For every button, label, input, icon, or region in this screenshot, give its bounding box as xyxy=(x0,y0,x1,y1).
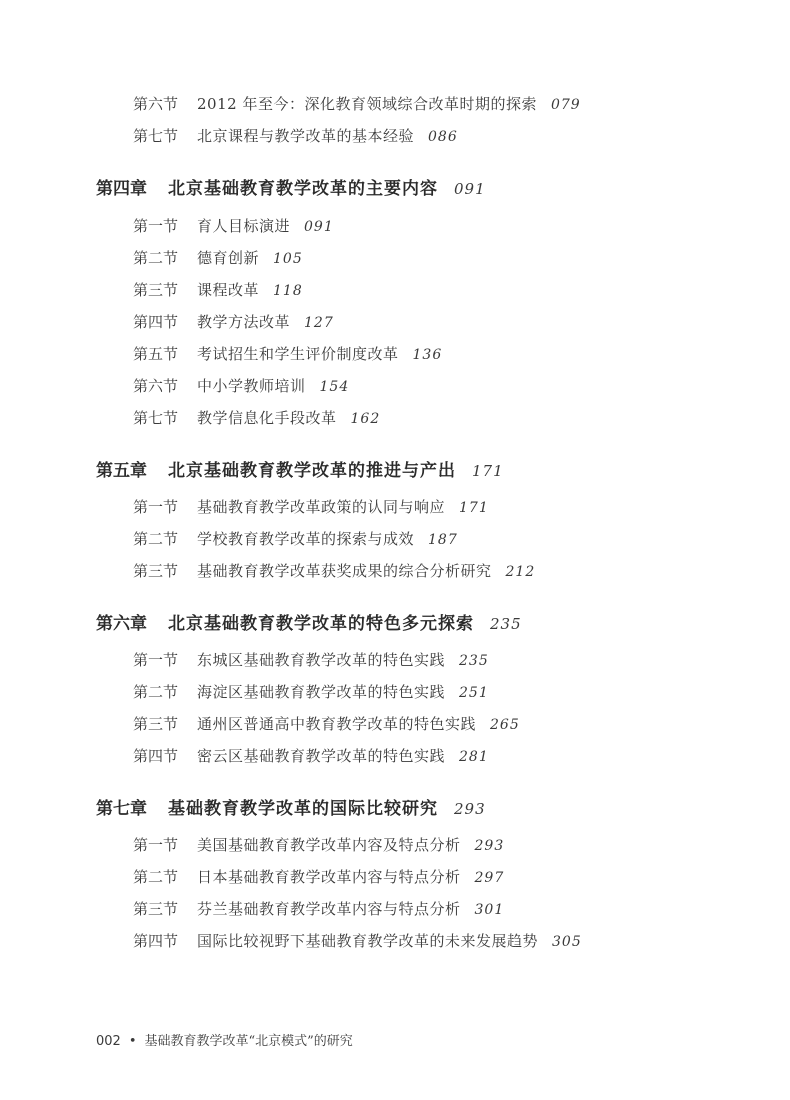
section-number: 第二节 xyxy=(133,868,179,886)
toc-section-entry xyxy=(133,649,489,670)
section-number: 第三节 xyxy=(133,281,179,299)
page-number: 251 xyxy=(459,685,489,701)
section-title: 海淀区基础教育教学改革的特色实践 xyxy=(197,683,446,701)
toc-section-entry xyxy=(133,745,489,766)
section-number: 第七节 xyxy=(133,127,179,145)
chapter-title: 北京基础教育教学改革的主要内容 xyxy=(168,179,438,199)
page-footer xyxy=(96,1030,353,1049)
footer-book-title: 基础教育教学改革“北京模式”的研究 xyxy=(144,1034,353,1049)
section-title: 日本基础教育教学改革内容与特点分析 xyxy=(197,868,461,886)
page-number: 105 xyxy=(273,251,303,267)
footer-separator: • xyxy=(128,1034,137,1049)
section-title: 中小学教师培训 xyxy=(197,377,306,395)
footer-page-number: 002 xyxy=(96,1034,121,1049)
toc-section-entry xyxy=(133,930,582,951)
toc-section-entry xyxy=(133,834,504,855)
toc-section-entry xyxy=(133,898,504,919)
page-number: 297 xyxy=(474,870,505,886)
section-number: 第三节 xyxy=(133,715,179,733)
page-number: 293 xyxy=(454,800,486,818)
page-number: 162 xyxy=(350,411,381,427)
toc-section-entry xyxy=(133,866,504,887)
toc-chapter-entry xyxy=(96,456,504,481)
section-number: 第四节 xyxy=(133,747,179,765)
section-title: 基础教育教学改革政策的认同与响应 xyxy=(197,498,446,516)
page-number: 305 xyxy=(552,934,582,950)
section-number: 第二节 xyxy=(133,530,179,548)
toc-section-entry xyxy=(133,93,581,114)
toc-chapter-entry xyxy=(96,609,522,634)
toc-section-entry xyxy=(133,343,442,364)
toc-section-entry xyxy=(133,375,349,396)
page-number: 086 xyxy=(428,129,458,145)
section-title: 德育创新 xyxy=(197,249,260,267)
page-number: 212 xyxy=(505,564,536,580)
chapter-title: 北京基础教育教学改革的推进与产出 xyxy=(168,461,456,481)
page-number: 301 xyxy=(474,902,505,918)
page-number: 187 xyxy=(428,532,458,548)
section-number: 第七节 xyxy=(133,409,179,427)
section-title: 国际比较视野下基础教育教学改革的未来发展趋势 xyxy=(197,932,539,950)
page-number: 091 xyxy=(304,219,334,235)
toc-section-entry xyxy=(133,311,334,332)
section-number: 第四节 xyxy=(133,313,179,331)
page-number: 281 xyxy=(459,749,489,765)
section-title: 芬兰基础教育教学改革内容与特点分析 xyxy=(197,900,461,918)
chapter-number: 第五章 xyxy=(96,461,147,481)
page-number: 127 xyxy=(304,315,334,331)
section-title: 学校教育教学改革的探索与成效 xyxy=(197,530,415,548)
section-title: 密云区基础教育教学改革的特色实践 xyxy=(197,747,446,765)
section-number: 第二节 xyxy=(133,683,179,701)
section-title: 基础教育教学改革获奖成果的综合分析研究 xyxy=(197,562,492,580)
page-number: 079 xyxy=(550,97,581,113)
toc-section-entry xyxy=(133,215,334,236)
section-number: 第一节 xyxy=(133,836,179,854)
section-number: 第三节 xyxy=(133,900,179,918)
section-number: 第一节 xyxy=(133,498,179,516)
toc-chapter-entry xyxy=(96,794,486,819)
toc-section-entry xyxy=(133,279,303,300)
section-number: 第一节 xyxy=(133,217,179,235)
section-title: 北京课程与教学改革的基本经验 xyxy=(197,127,415,145)
page-number: 265 xyxy=(490,717,520,733)
toc-section-entry xyxy=(133,528,458,549)
section-number: 第二节 xyxy=(133,249,179,267)
page-number: 171 xyxy=(472,462,504,480)
toc-section-entry xyxy=(133,681,489,702)
page-number: 118 xyxy=(273,283,303,299)
page-number: 091 xyxy=(454,180,486,198)
section-title: 教学信息化手段改革 xyxy=(197,409,337,427)
toc-section-entry xyxy=(133,247,303,268)
section-title: 考试招生和学生评价制度改革 xyxy=(197,345,399,363)
section-title: 通州区普通高中教育教学改革的特色实践 xyxy=(197,715,477,733)
chapter-number: 第六章 xyxy=(96,614,147,634)
toc-section-entry xyxy=(133,713,520,734)
toc-section-entry xyxy=(133,560,535,581)
section-title: 美国基础教育教学改革内容及特点分析 xyxy=(197,836,461,854)
section-number: 第五节 xyxy=(133,345,179,363)
section-number: 第三节 xyxy=(133,562,179,580)
section-number: 第一节 xyxy=(133,651,179,669)
page-number: 136 xyxy=(412,347,443,363)
toc-section-entry xyxy=(133,407,380,428)
section-number: 第四节 xyxy=(133,932,179,950)
section-title: 课程改革 xyxy=(197,281,260,299)
chapter-title: 基础教育教学改革的国际比较研究 xyxy=(168,799,438,819)
page-number: 171 xyxy=(459,500,489,516)
toc-section-entry xyxy=(133,125,458,146)
chapter-number: 第四章 xyxy=(96,179,147,199)
page-number: 235 xyxy=(459,653,489,669)
section-title: 东城区基础教育教学改革的特色实践 xyxy=(197,651,446,669)
chapter-number: 第七章 xyxy=(96,799,147,819)
page-number: 235 xyxy=(490,615,522,633)
section-title: 教学方法改革 xyxy=(197,313,291,331)
toc-chapter-entry xyxy=(96,174,486,199)
section-number: 第六节 xyxy=(133,95,179,113)
section-title: 育人目标演进 xyxy=(197,217,291,235)
toc-section-entry xyxy=(133,496,489,517)
section-number: 第六节 xyxy=(133,377,179,395)
chapter-title: 北京基础教育教学改革的特色多元探索 xyxy=(168,614,474,634)
page-number: 293 xyxy=(474,838,505,854)
section-title: 2012 年至今：深化教育领域综合改革时期的探索 xyxy=(197,95,537,113)
page-number: 154 xyxy=(319,379,350,395)
